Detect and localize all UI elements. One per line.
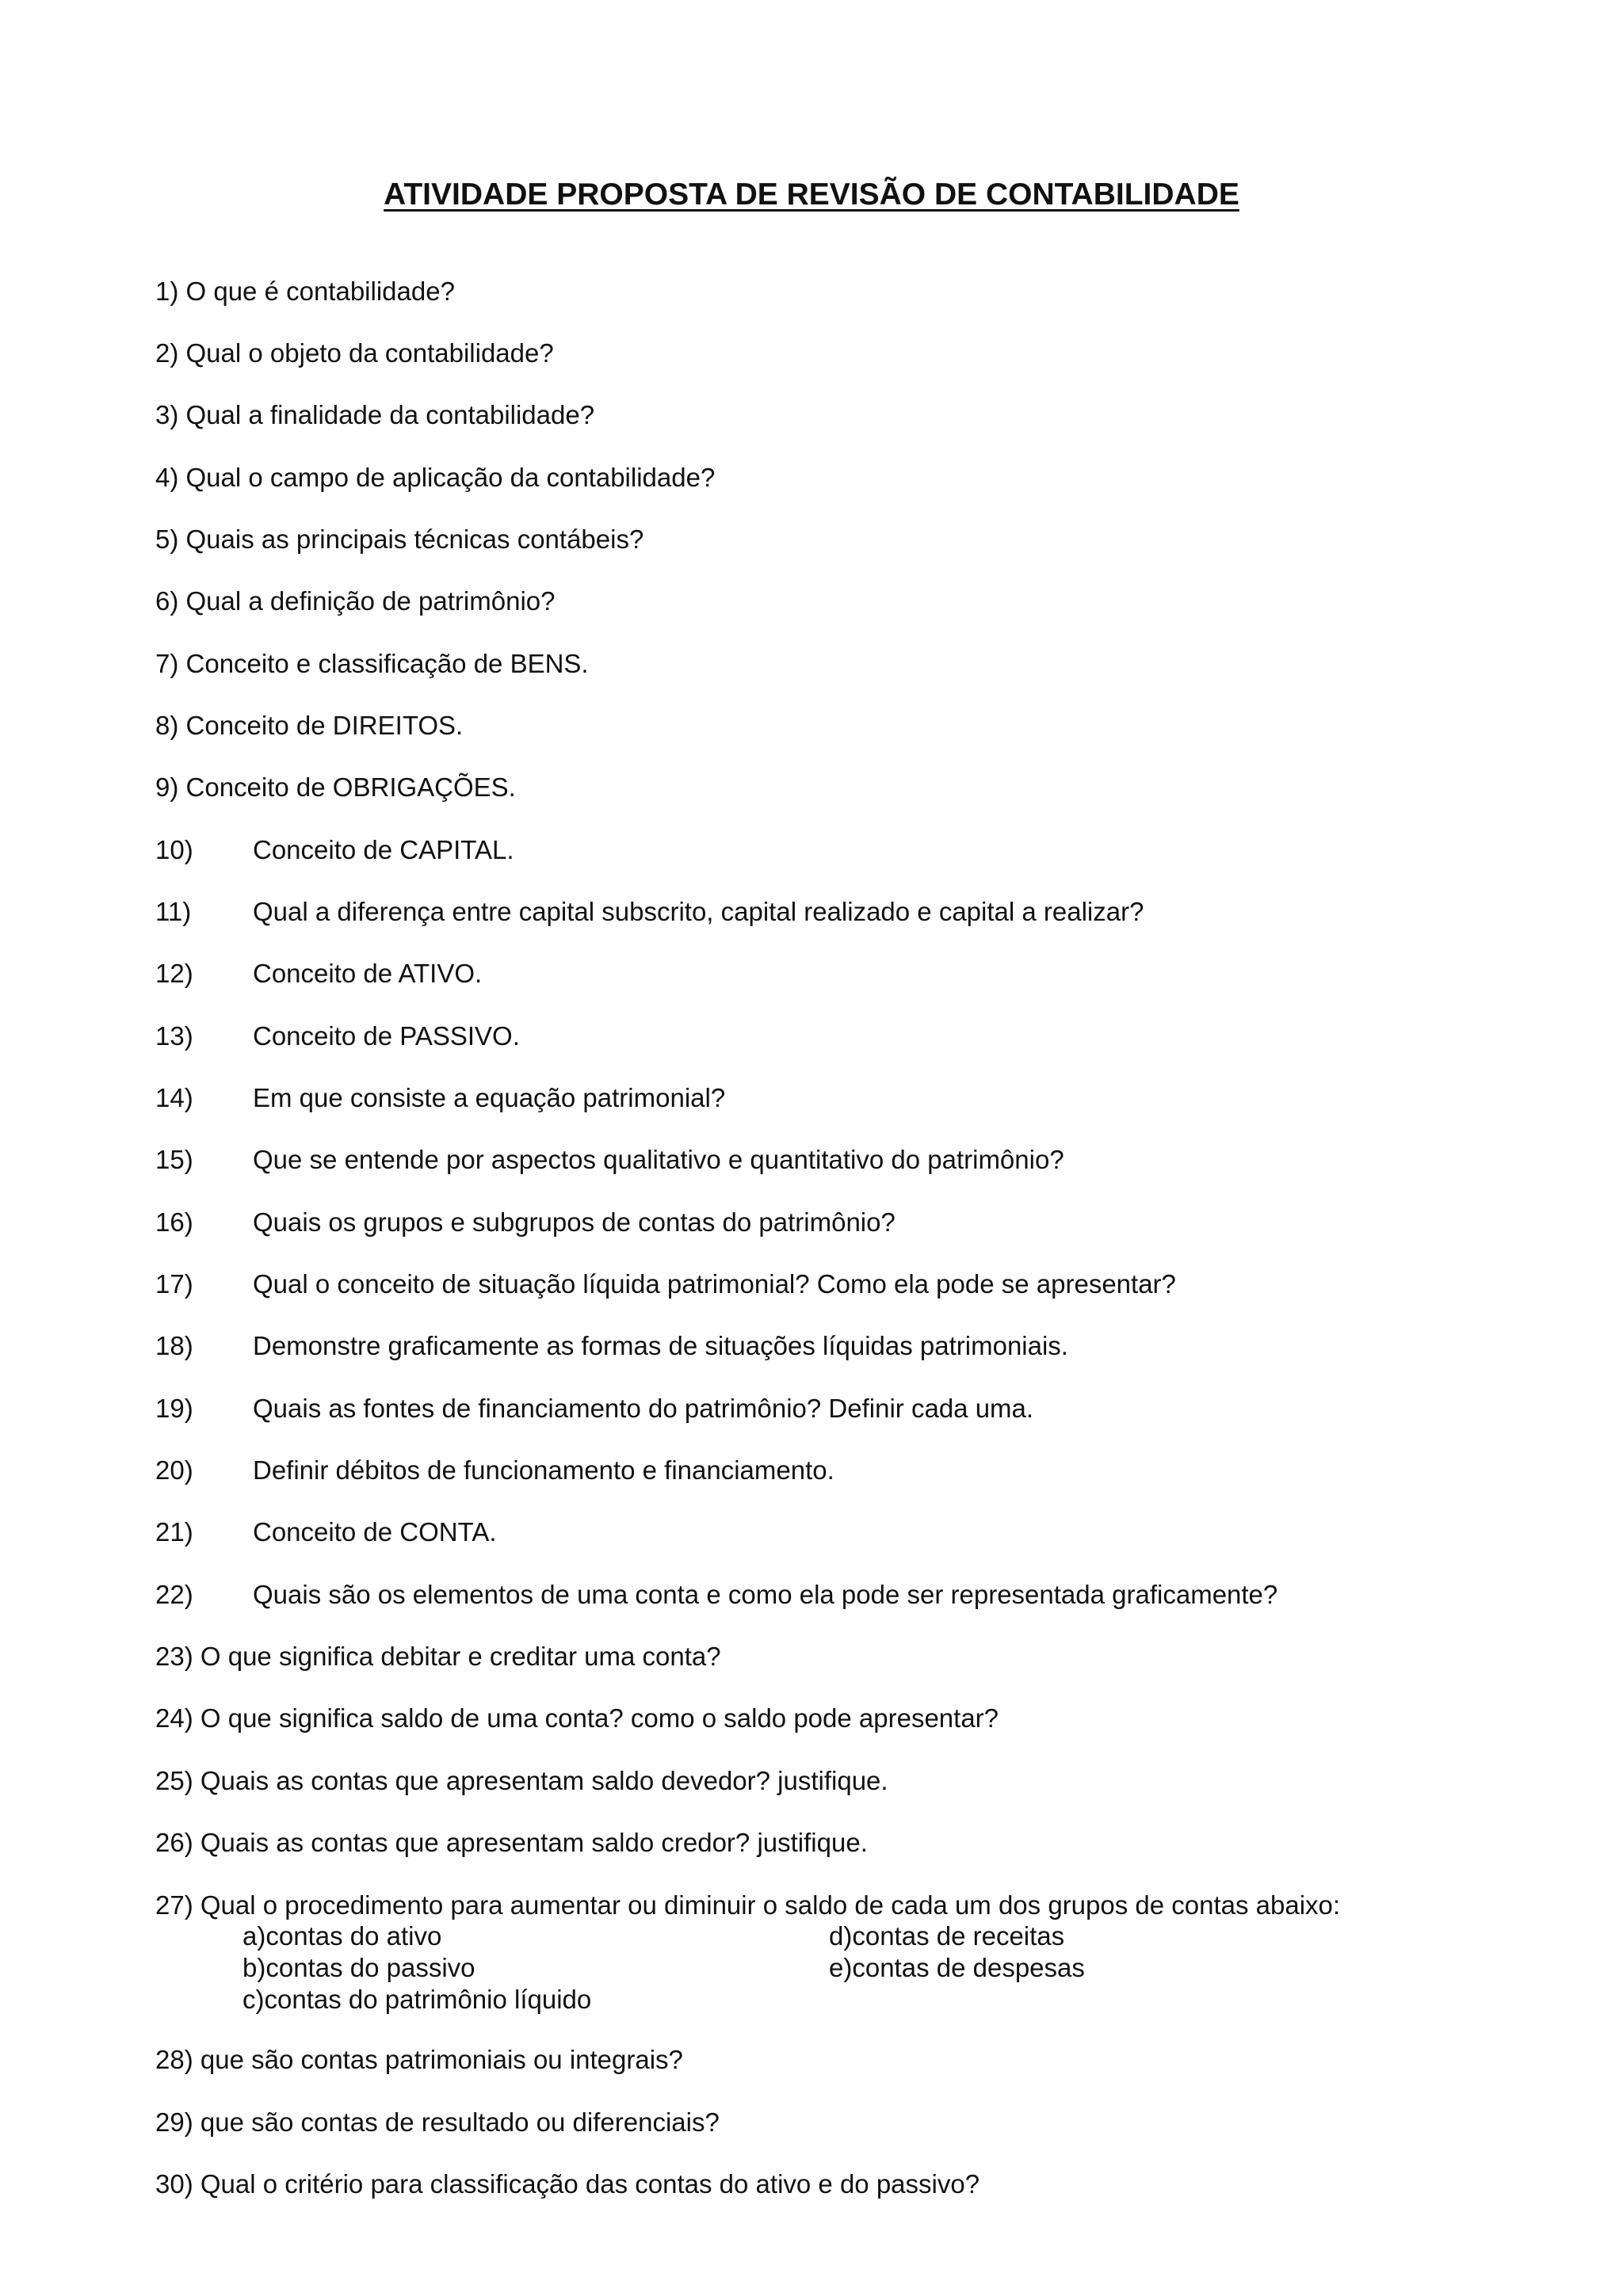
- question-item: [155, 1516, 497, 1548]
- question-item: [155, 896, 1144, 928]
- question-number: 20): [155, 1455, 193, 1485]
- question-item: [155, 1393, 1033, 1425]
- question-text: que são contas de resultado ou diferenciais?: [200, 2107, 720, 2137]
- question-text: Quais as fontes de financiamento do patrimônio? Definir cada uma.: [253, 1394, 1034, 1423]
- question-text: Conceito de PASSIVO.: [253, 1021, 520, 1051]
- question-item: [155, 1268, 1176, 1300]
- option-item: b)contas do passivo: [242, 1953, 475, 1982]
- question-text: que são contas patrimoniais ou integrais?: [200, 2045, 683, 2074]
- question-text: Quais os grupos e subgrupos de contas do patrimônio?: [253, 1207, 896, 1237]
- question-item: [155, 1890, 1340, 1921]
- question-number: 15): [155, 1145, 193, 1174]
- question-item: [155, 2168, 980, 2200]
- question-text: Demonstre graficamente as formas de situações líquidas patrimoniais.: [253, 1331, 1068, 1360]
- question-number: 2): [155, 338, 179, 368]
- question-number: 28): [155, 2045, 193, 2074]
- question-number: 18): [155, 1331, 193, 1360]
- question-text: Conceito de CAPITAL.: [253, 835, 514, 864]
- question-text: Conceito de DIREITOS.: [185, 711, 464, 740]
- question-text: Quais as principais técnicas contábeis?: [185, 524, 644, 554]
- question-number: 14): [155, 1083, 193, 1112]
- question-item: [155, 585, 555, 617]
- question-number: 16): [155, 1207, 193, 1237]
- page-title: ATIVIDADE PROPOSTA DE REVISÃO DE CONTABILIDADE: [384, 177, 1239, 212]
- question-number: 13): [155, 1021, 193, 1051]
- question-item: [155, 834, 514, 866]
- question-text: Qual a finalidade da contabilidade?: [185, 400, 595, 429]
- question-number: 26): [155, 1828, 193, 1857]
- question-number: 3): [155, 400, 179, 429]
- question-item: [155, 772, 516, 803]
- question-text: Qual o objeto da contabilidade?: [185, 338, 554, 368]
- question-text: Qual a definição de patrimônio?: [185, 586, 556, 616]
- question-item: [155, 1020, 520, 1052]
- question-item: [155, 1703, 999, 1734]
- question-text: Qual o critério para classificação das contas do ativo e do passivo?: [200, 2169, 980, 2199]
- question-text: Qual o conceito de situação líquida patrimonial? Como ela pode se apresentar?: [253, 1269, 1176, 1299]
- question-text: Em que consiste a equação patrimonial?: [253, 1083, 726, 1112]
- question-item: [155, 524, 643, 555]
- question-text: O que significa debitar e creditar uma conta?: [200, 1642, 721, 1671]
- q27-options-right: [829, 1920, 1085, 1984]
- question-text: Definir débitos de funcionamento e financiamento.: [253, 1455, 834, 1485]
- option-item: e)contas de despesas: [829, 1953, 1085, 1982]
- question-text: Quais são os elementos de uma conta e como ela pode ser representada graficamente?: [253, 1580, 1278, 1609]
- question-item: [155, 1144, 1064, 1176]
- question-number: 29): [155, 2107, 193, 2137]
- question-text: Quais as contas que apresentam saldo credor? justifique.: [200, 1828, 868, 1857]
- question-number: 22): [155, 1580, 193, 1609]
- question-number: 6): [155, 586, 179, 616]
- question-text: Conceito de OBRIGAÇÕES.: [185, 772, 516, 802]
- question-item: [155, 958, 482, 990]
- question-item: [155, 1330, 1068, 1362]
- question-text: O que é contabilidade?: [185, 277, 455, 306]
- question-number: 9): [155, 772, 179, 802]
- question-number: 11): [155, 897, 192, 926]
- question-item: [155, 2044, 683, 2076]
- question-number: 7): [155, 649, 179, 678]
- question-number: 5): [155, 524, 179, 554]
- question-item: [155, 1765, 888, 1797]
- question-number: 12): [155, 959, 193, 988]
- question-text: Qual o procedimento para aumentar ou diminuir o saldo de cada um dos grupos de contas abaixo:: [200, 1890, 1341, 1920]
- question-text: Conceito de ATIVO.: [253, 959, 483, 988]
- question-item: [155, 1641, 721, 1672]
- question-number: 21): [155, 1517, 193, 1547]
- question-item: [155, 1579, 1277, 1611]
- question-number: 10): [155, 835, 193, 864]
- question-item: [155, 276, 455, 307]
- question-text: Quais as contas que apresentam saldo devedor? justifique.: [200, 1766, 888, 1795]
- question-item: [155, 2107, 720, 2138]
- question-item: [155, 1827, 868, 1859]
- question-item: [155, 1207, 896, 1238]
- question-item: [155, 1455, 834, 1486]
- question-number: 17): [155, 1269, 193, 1299]
- option-item: c)contas do patrimônio líquido: [242, 1985, 592, 2014]
- question-text: Que se entende por aspectos qualitativo e quantitativo do patrimônio?: [253, 1145, 1064, 1174]
- question-item: [155, 462, 715, 494]
- q27-options-left: [242, 1920, 591, 2016]
- question-number: 30): [155, 2169, 193, 2199]
- question-number: 8): [155, 711, 179, 740]
- question-number: 24): [155, 1703, 193, 1733]
- question-text: Conceito e classificação de BENS.: [185, 649, 589, 678]
- question-item: [155, 1082, 725, 1114]
- option-item: d)contas de receitas: [829, 1921, 1065, 1951]
- question-text: Conceito de CONTA.: [253, 1517, 497, 1547]
- question-item: [155, 399, 594, 431]
- question-item: [155, 338, 554, 369]
- question-item: [155, 648, 589, 680]
- question-number: 23): [155, 1642, 193, 1671]
- question-number: 27): [155, 1890, 193, 1920]
- question-number: 19): [155, 1394, 193, 1423]
- question-text: Qual o campo de aplicação da contabilidade?: [185, 463, 716, 492]
- option-item: a)contas do ativo: [242, 1921, 442, 1951]
- question-item: [155, 710, 463, 742]
- question-number: 25): [155, 1766, 193, 1795]
- question-text: Qual a diferença entre capital subscrito, capital realizado e capital a realizar?: [253, 897, 1144, 926]
- question-number: 1): [155, 277, 179, 306]
- question-number: 4): [155, 463, 179, 492]
- question-text: O que significa saldo de uma conta? como o saldo pode apresentar?: [200, 1703, 999, 1733]
